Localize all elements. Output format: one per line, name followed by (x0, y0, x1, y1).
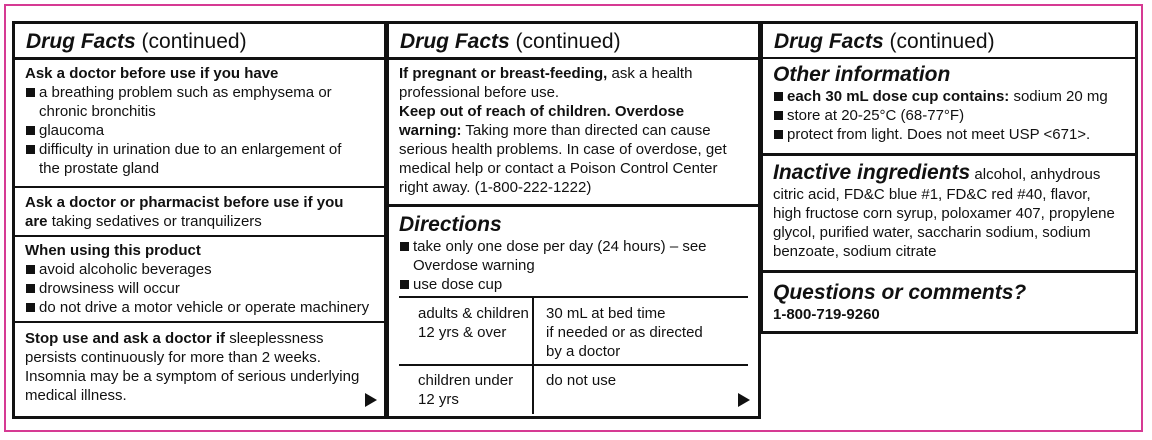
inactive-line: glycol, purified water, saccharin sodium, sodium (773, 224, 1091, 241)
inactive-line: benzoate, sodium citrate (773, 243, 937, 260)
drug-facts-panel-1 (12, 21, 387, 419)
overdose-line: serious health problems. In case of overdose, get (399, 141, 727, 158)
questions-heading: Questions or comments? (773, 281, 1027, 304)
list-item: difficulty in urination due to an enlargement of (25, 140, 378, 159)
continue-arrow-icon (738, 393, 750, 407)
table-row (399, 366, 748, 414)
list-item: each 30 mL dose cup contains: sodium 20 mg (773, 87, 1129, 106)
overdose-line: right away. (1-800-222-1222) (399, 179, 592, 196)
age-cell: adults & children 12 yrs & over (418, 305, 529, 341)
overdose-line: warning: Taking more than directed can cause (399, 122, 711, 139)
dose-cell: do not use (532, 366, 748, 414)
other-information-section (763, 63, 1135, 144)
ask-doctor-section (15, 64, 384, 178)
drug-facts-panel-3 (760, 21, 1138, 334)
when-using-heading: When using this product (25, 242, 201, 259)
inactive-line: high fructose corn syrup, poloxamer 407, propylene (773, 205, 1115, 222)
panel-title (763, 29, 1135, 55)
directions-section (389, 213, 758, 294)
panel-title (15, 29, 384, 55)
age-cell: children under 12 yrs (418, 372, 514, 408)
continued-label: (continued) (515, 30, 621, 53)
pregnant-line: professional before use. (399, 84, 560, 101)
list-item: glaucoma (25, 121, 378, 140)
other-information-heading: Other information (773, 63, 951, 86)
list-item: use dose cup (399, 275, 752, 294)
questions-section (763, 281, 1135, 324)
table-row (399, 298, 748, 366)
list-item: drowsiness will occur (25, 279, 378, 298)
drug-facts-title: Drug Facts (26, 30, 136, 53)
ask-pharmacist-text: are taking sedatives or tranquilizers (25, 213, 262, 230)
stop-use-line: Stop use and ask a doctor if sleeplessness (25, 330, 324, 347)
inactive-line: Inactive ingredients alcohol, anhydrous (773, 161, 1101, 184)
dose-table (399, 296, 748, 414)
continued-label: (continued) (141, 30, 247, 53)
drug-facts-title: Drug Facts (400, 30, 510, 53)
pregnant-line: If pregnant or breast-feeding, ask a health (399, 65, 693, 82)
phone-number: 1-800-719-9260 (773, 306, 880, 323)
list-item-continuation: Overdose warning (413, 257, 535, 274)
ask-pharmacist-heading: Ask a doctor or pharmacist before use if you (25, 194, 344, 211)
list-item: avoid alcoholic beverages (25, 260, 378, 279)
list-item: take only one dose per day (24 hours) – see (399, 237, 752, 256)
keep-out-heading: Keep out of reach of children. Overdose (399, 103, 685, 120)
list-item: protect from light. Does not meet USP <671>. (773, 125, 1129, 144)
panel-title (389, 29, 758, 55)
stop-use-section (15, 329, 384, 405)
dose-cell: 30 mL at bed time if needed or as directed by a doctor (532, 298, 748, 364)
warnings-section (389, 64, 758, 197)
stop-use-line: medical illness. (25, 387, 127, 404)
directions-heading: Directions (399, 213, 502, 236)
inactive-line: citric acid, FD&C blue #1, FD&C red #40, flavor, (773, 186, 1091, 203)
stop-use-line: persists continuously for more than 2 weeks. (25, 349, 321, 366)
continued-label: (continued) (889, 30, 995, 53)
list-item: a breathing problem such as emphysema or (25, 83, 378, 102)
ask-pharmacist-section (15, 193, 384, 231)
inactive-ingredients-heading: Inactive ingredients (773, 161, 971, 184)
stop-use-line: Insomnia may be a symptom of serious underlying (25, 368, 360, 385)
overdose-line: medical help or contact a Poison Control Center (399, 160, 718, 177)
inactive-ingredients-section (763, 161, 1135, 261)
ask-doctor-heading: Ask a doctor before use if you have (25, 65, 279, 82)
when-using-section (15, 241, 384, 317)
list-item-continuation: chronic bronchitis (39, 103, 156, 120)
drug-facts-title: Drug Facts (774, 30, 884, 53)
drug-facts-panel-2 (386, 21, 761, 419)
list-item: store at 20-25°C (68-77°F) (773, 106, 1129, 125)
list-item-continuation: the prostate gland (39, 160, 160, 177)
list-item: do not drive a motor vehicle or operate machinery (25, 298, 378, 317)
continue-arrow-icon (365, 393, 377, 407)
